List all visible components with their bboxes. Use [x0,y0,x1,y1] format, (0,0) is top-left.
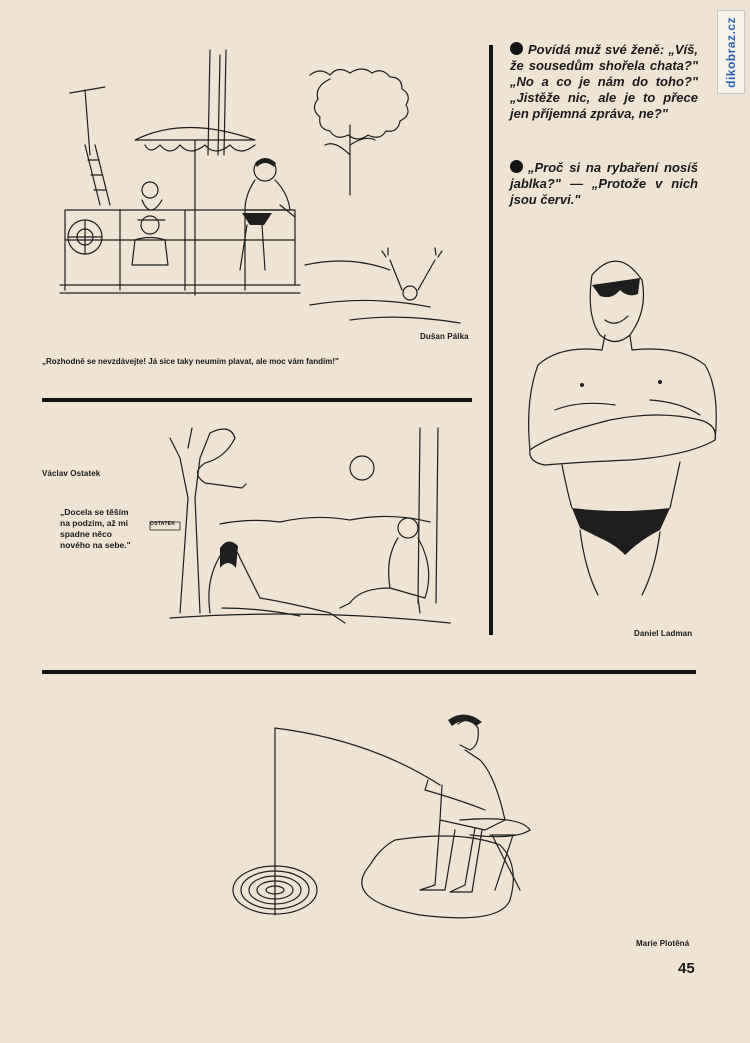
bullet-icon [510,42,523,55]
column-divider [489,45,493,635]
joke-1-text: Povídá muž své ženě: „Víš, že sousedům shořela chata?" „No a co je nám do toho?" „Jistěže nic, ale je to přece jen příjemná zpráva, ne?" [510,42,698,121]
section-divider [42,670,696,674]
pool-cartoon-credit: Dušan Pálka [420,332,469,341]
watermark-text: dikobraz.cz [724,16,738,88]
pool-cartoon-illustration [50,45,480,335]
watermark-label [717,10,745,94]
joke-2 [510,160,698,208]
joke-1 [510,42,698,122]
pool-cartoon-caption: „Rozhodně se nevzdávejte! Já sice taky neumím plavat, ale moc vám fandím!" [42,357,339,366]
bullet-icon [510,160,523,173]
man-cartoon-credit: Daniel Ladman [634,629,693,638]
eden-signature: OSTATEK [150,521,176,527]
man-cartoon-illustration [520,250,720,600]
eden-cartoon-credit: Václav Ostatek [42,469,101,478]
fishing-cartoon-illustration [220,700,560,930]
joke-2-text: „Proč si na rybaření nosíš jablka?" — „Protože v nich jsou červi." [510,160,698,207]
page-number: 45 [678,960,695,977]
section-divider [42,398,472,402]
eden-cartoon-quote: „Docela se těším na podzim, až mi spadne něco nového na sebe." [60,507,131,550]
eden-cartoon-illustration [150,418,475,640]
fishing-cartoon-credit: Marie Plotěná [636,939,690,948]
